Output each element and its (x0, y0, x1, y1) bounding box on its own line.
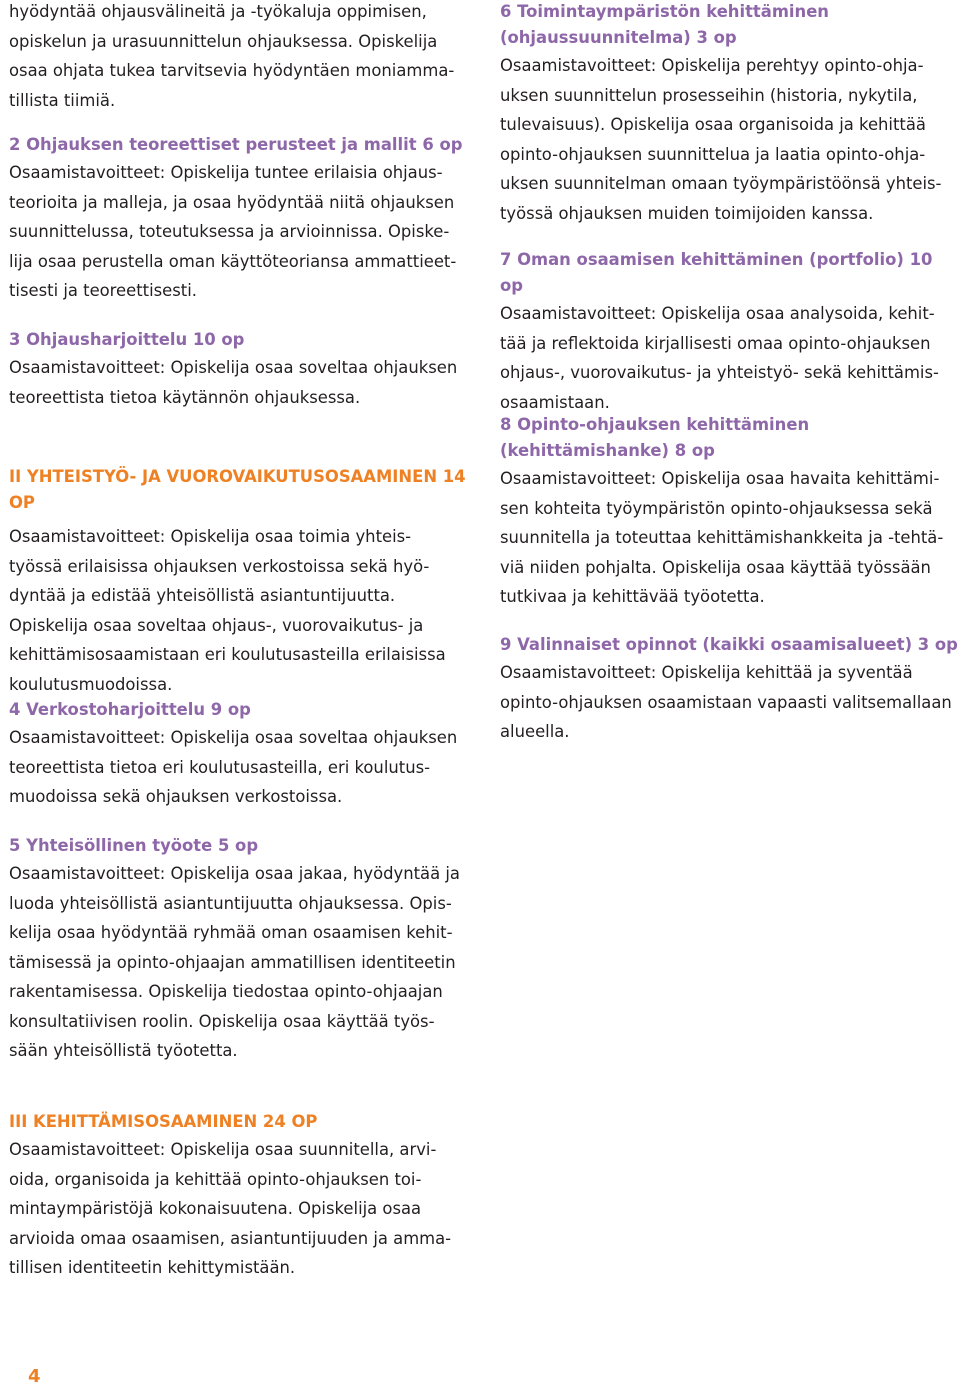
section-2-text: Osaamistavoitteet: Opiskelija tuntee erilaisia ohjaus- teorioita ja malleja, ja osaa hyödyntää niitä ohjauksen suunnittelussa, toteutuksessa ja arvioinnissa. Opiske- lija osaa perustella oman käyttöteoriansa ammattieet- tisesti ja teoreettisesti. (9, 163, 457, 300)
section-6 (500, 0, 958, 228)
competence-area-2-text: Osaamistavoitteet: Opiskelija osaa toimia yhteis- työssä erilaisissa ohjauksen verkostoissa sekä hyö- dyntää ja edistää yhteisöllistä asiantuntijuutta. Opiskelija osaa soveltaa ohjaus-, vuorovaikutus- ja kehittämisosaamistaan eri koulutusasteilla erilaisissa koulutusmuodoissa. (9, 527, 446, 694)
section-4-text: Osaamistavoitteet: Opiskelija osaa soveltaa ohjauksen teoreettista tietoa eri koulutusasteilla, eri koulutus- muodoissa sekä ohjauksen verkostoissa. (9, 728, 458, 806)
section-2 (9, 132, 467, 306)
section-2-heading: 2 Ohjauksen teoreettiset perusteet ja mallit 6 op (9, 135, 463, 154)
competence-area-2 (9, 464, 467, 699)
intro-block (9, 0, 467, 115)
section-8-heading: 8 Opinto-ohjauksen kehittäminen (kehittämishanke) 8 op (500, 415, 810, 460)
section-5 (9, 833, 467, 1066)
section-8 (500, 412, 958, 612)
section-5-heading: 5 Yhteisöllinen työote 5 op (9, 836, 259, 855)
page-number: 4 (28, 1366, 41, 1387)
competence-area-3-text: Osaamistavoitteet: Opiskelija osaa suunnitella, arvi- oida, organisoida ja kehittää opinto-ohjauksen toi- mintaympäristöjä kokonaisuutena. Opiskelija osaa arvioida omaa osaamisen, asiantuntijuuden ja amma- tillisen identiteetin kehittymistään. (9, 1140, 452, 1277)
section-6-text: Osaamistavoitteet: Opiskelija perehtyy opinto-ohja- uksen suunnittelun prosesseihin (historia, nykytila, tulevaisuus). Opiskelija osaa organisoida ja kehittää opinto-ohjauksen suunnittelua ja laatia opinto-ohja- uksen suunnitelman omaan työympäristöönsä yhteis- työssä ohjauksen muiden toimijoiden kanssa. (500, 56, 942, 223)
competence-area-3 (9, 1109, 467, 1283)
section-3 (9, 327, 467, 412)
intro-paragraph: hyödyntää ohjausvälineitä ja -työkaluja oppimisen, opiskelun ja urasuunnittelun ohjauksessa. Opiskelija osaa ohjata tukea tarvitsevia hyödyntäen moniamma- tillista tiimiä. (9, 2, 455, 110)
section-9-heading: 9 Valinnaiset opinnot (kaikki osaamisalueet) 3 op (500, 635, 958, 654)
section-4 (9, 697, 467, 812)
section-4-heading: 4 Verkostoharjoittelu 9 op (9, 700, 251, 719)
section-9 (500, 632, 958, 747)
section-3-heading: 3 Ohjausharjoittelu 10 op (9, 330, 245, 349)
competence-area-3-heading: III KEHITTÄMISOSAAMINEN 24 OP (9, 1112, 318, 1131)
section-8-text: Osaamistavoitteet: Opiskelija osaa havaita kehittämi- sen kohteita työympäristön opinto-ohjauksessa sekä suunnitella ja toteuttaa kehittämishankkeita ja -tehtä- viä niiden pohjalta. Opiskelija osaa käyttää työssään tutkivaa ja kehittävää työotetta. (500, 469, 944, 606)
section-9-text: Osaamistavoitteet: Opiskelija kehittää ja syventää opinto-ohjauksen osaamistaan vapaasti valitsemallaan alueella. (500, 663, 952, 741)
section-5-text: Osaamistavoitteet: Opiskelija osaa jakaa, hyödyntää ja luoda yhteisöllistä asiantuntijuutta ohjauksessa. Opis- kelija osaa hyödyntää ryhmää oman osaamisen kehit- tämisessä ja opinto-ohjaajan ammatillisen identiteetin rakentamisessa. Opiskelija tiedostaa opinto-ohjaajan konsultatiivisen roolin. Opiskelija osaa käyttää työs- sään yhteisöllistä työotetta. (9, 864, 460, 1060)
section-3-text: Osaamistavoitteet: Opiskelija osaa soveltaa ohjauksen teoreettista tietoa käytännön ohjauksessa. (9, 358, 458, 407)
section-7 (500, 247, 958, 417)
competence-area-2-heading: II YHTEISTYÖ- JA VUOROVAIKUTUSOSAAMINEN 14 OP (9, 467, 466, 512)
section-7-text: Osaamistavoitteet: Opiskelija osaa analysoida, kehit- tää ja reflektoida kirjallisesti omaa opinto-ohjauksen ohjaus-, vuorovaikutus- ja yhteistyö- sekä kehittämis- osaamistaan. (500, 304, 939, 412)
section-6-heading: 6 Toimintaympäristön kehittäminen (ohjaussuunnitelma) 3 op (500, 2, 829, 47)
section-7-heading: 7 Oman osaamisen kehittäminen (portfolio) 10 op (500, 250, 933, 295)
